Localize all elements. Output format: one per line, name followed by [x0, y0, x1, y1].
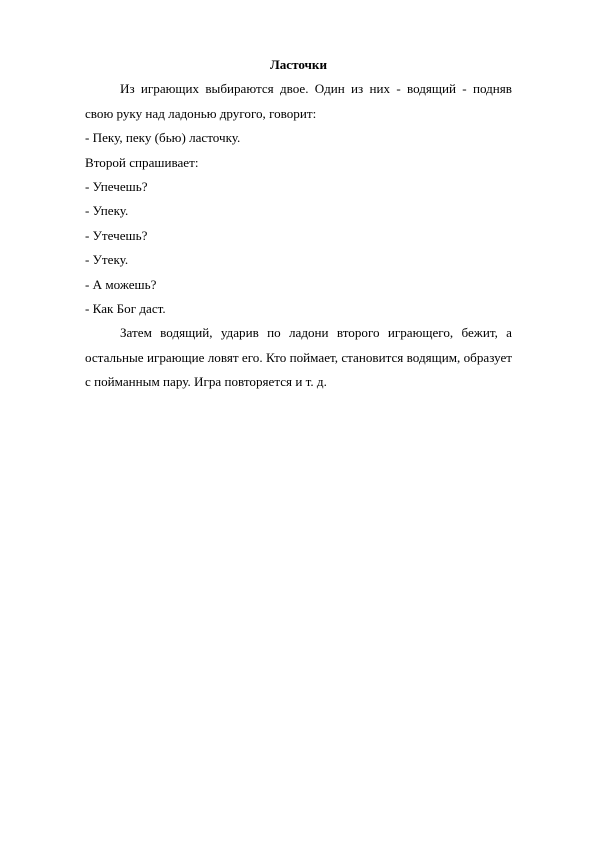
dialogue-line: - Утеку. — [85, 252, 129, 268]
dialogue-line: - Упеку. — [85, 203, 129, 219]
dialogue-line: - Пеку, пеку (бью) ласточку. — [85, 130, 241, 146]
dialogue-line: - Как Бог даст. — [85, 301, 166, 317]
dialogue-line: - Утечешь? — [85, 227, 148, 243]
dialogue-line: Второй спрашивает: — [85, 154, 199, 170]
dialogue-line: - А можешь? — [85, 276, 157, 292]
closing-paragraph: Затем водящий, ударив по ладони второго играющего, бежит, а остальные играющие ловят его. Кто поймает, становится водящим, образует с пойманным пару. Игра повторяется и т. д. — [85, 325, 512, 390]
dialogue-line: - Упечешь? — [85, 179, 148, 195]
intro-paragraph: Из играющих выбираются двое. Один из них - водящий - подняв свою руку над ладонью другого, говорит: — [85, 81, 512, 121]
document-title: Ласточки — [269, 57, 328, 72]
document-body — [85, 53, 512, 395]
